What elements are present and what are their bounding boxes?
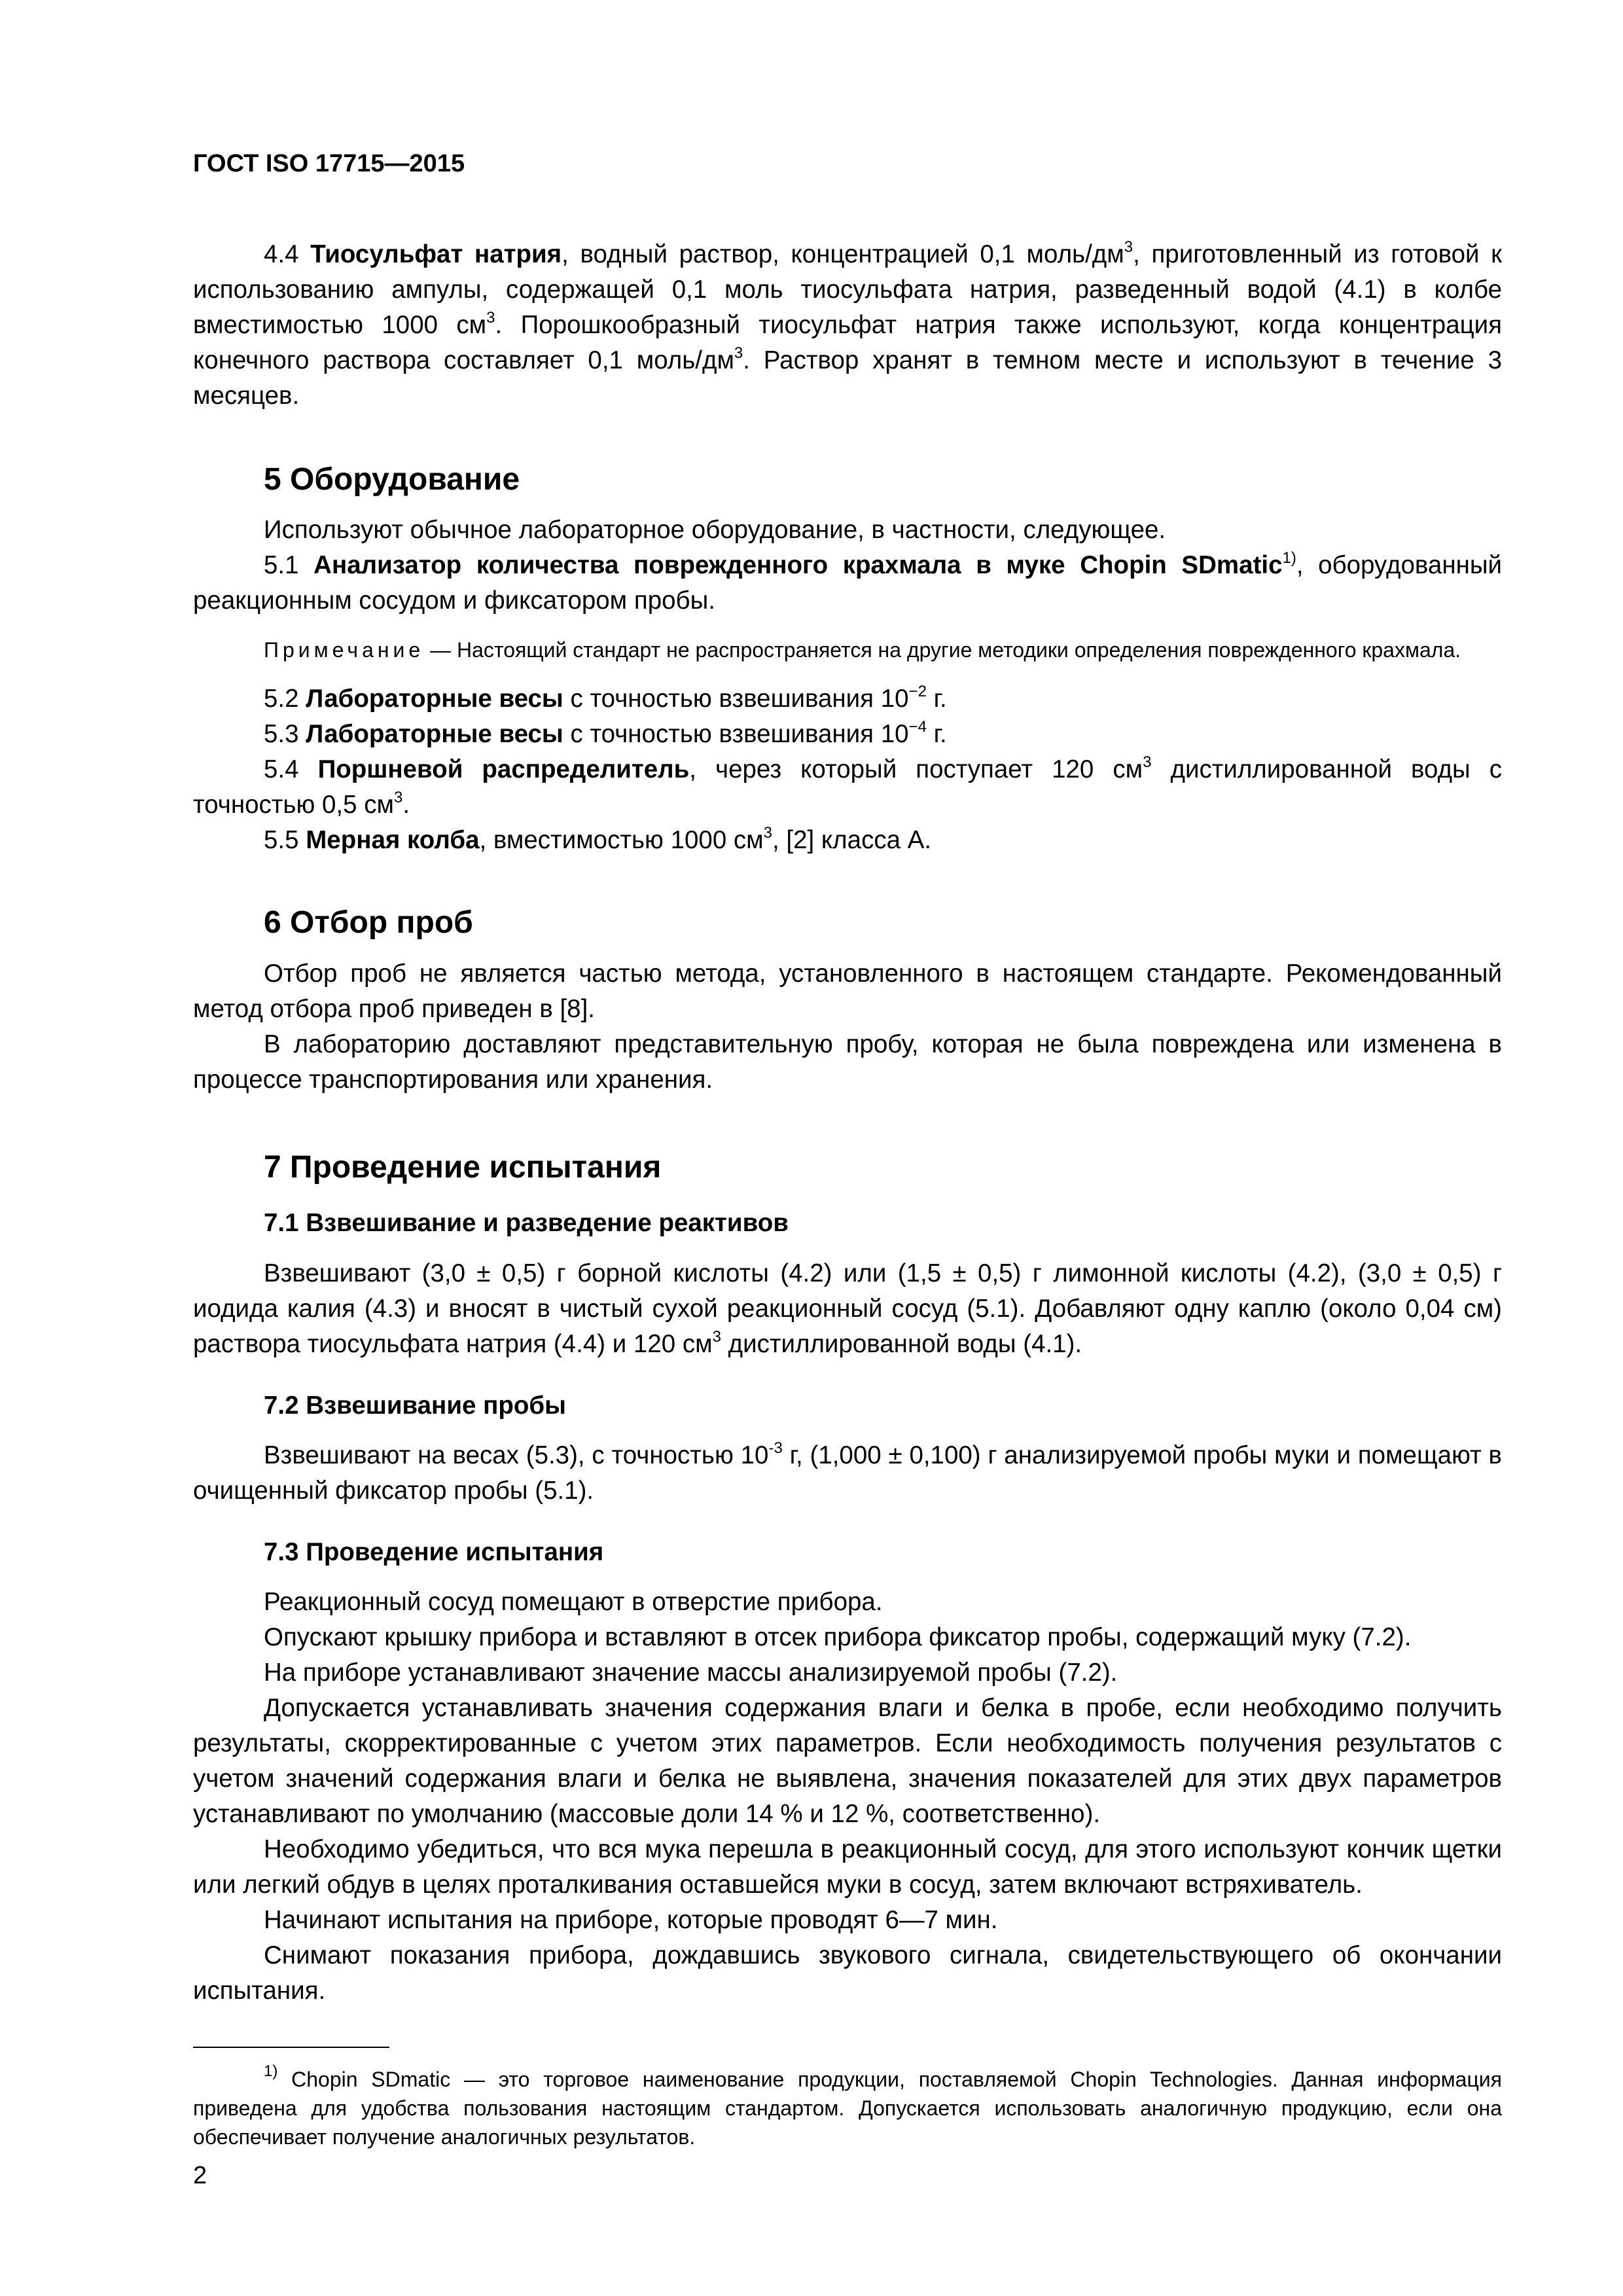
text: г. [926, 720, 947, 749]
text: , водный раствор, концентрацией 0,1 моль/дм [562, 240, 1124, 268]
section-6-paragraph-1: Отбор проб не является частью метода, установленного в настоящем стандарте. Рекомендованный метод отбора проб приведен в [8]. [193, 959, 1502, 1023]
paragraph-7-3-5: Необходимо убедиться, что вся мука перешла в реакционный сосуд, для этого используют кончик щетки или легкий обдув в целях проталкивания оставшейся муки в сосуд, затем включают встряхиватель. [193, 1835, 1502, 1899]
paragraph-7-2 [193, 1438, 1502, 1509]
paragraph-7-3-1: Реакционный сосуд помещают в отверстие прибора. [264, 1587, 883, 1616]
clause-number: 5.2 [264, 685, 306, 713]
paragraph-7-3-7: Снимают показания прибора, дождавшись звукового сигнала, свидетельствующего об окончании испытания. [193, 1941, 1502, 2005]
superscript: −4 [908, 718, 927, 736]
text: . Раствор хранят в темном месте и используют в течение 3 месяцев. [193, 346, 1502, 410]
section-7-heading: 7 Проведение испытания [264, 1149, 662, 1185]
footnote-ref: 1) [1282, 549, 1296, 567]
term: Анализатор количества поврежденного крахмала в муке Chopin SDmatic [313, 551, 1283, 580]
paragraph-7-3-3: На приборе устанавливают значение массы анализируемой пробы (7.2). [264, 1658, 1118, 1687]
paragraph-7-3-2: Опускают крышку прибора и вставляют в отсек прибора фиксатор пробы, содержащий муку (7.2). [264, 1623, 1412, 1651]
superscript: 3 [734, 344, 743, 362]
term: Лабораторные весы [306, 720, 563, 749]
text: , [2] класса А. [772, 826, 932, 855]
note-text: — Настоящий стандарт не распространяется на другие методики определения поврежденного крахмала. [424, 638, 1461, 662]
footnote-separator [193, 2047, 389, 2048]
paragraph-7-3-6: Начинают испытания на приборе, которые проводят 6—7 мин. [264, 1905, 998, 1934]
term: Лабораторные весы [306, 685, 563, 713]
text: г. [926, 685, 947, 713]
subsection-7-1-heading: 7.1 Взвешивание и разведение реактивов [264, 1209, 789, 1238]
text: , вместимостью 1000 см [479, 826, 764, 855]
page-number: 2 [193, 2161, 207, 2189]
note-label: Примечание [264, 638, 425, 662]
clause-number: 5.3 [264, 720, 306, 749]
superscript: 3 [1124, 238, 1133, 256]
paragraph-7-3-4: Допускается устанавливать значения содержания влаги и белка в пробе, если необходимо получить результаты, скорректированные с учетом этих параметров. Если необходимость получения результатов с учетом значений содержания влаги и белка не выявлена, значения показателей для этих двух параметров устанавливают по умолчанию (массовые доли 14 % и 12 %, соответственно). [193, 1693, 1502, 1828]
superscript: -3 [768, 1439, 783, 1457]
section-6-heading: 6 Отбор проб [264, 905, 473, 941]
text: , через который поступает 120 см [689, 755, 1143, 784]
superscript: 3 [712, 1327, 721, 1346]
section-5-intro: Используют обычное лабораторное оборудование, в частности, следующее. [264, 516, 1166, 545]
text: . Порошкообразный тиосульфат натрия также используют, когда концентрация конечного раствора составляет 0,1 моль/дм [193, 310, 1503, 374]
text: дистиллированной воды (4.1). [721, 1329, 1082, 1358]
paragraph-4-4 [193, 237, 1502, 414]
paragraph-7-1 [193, 1256, 1502, 1362]
superscript: 3 [763, 824, 773, 842]
note [193, 636, 1502, 664]
clause-number: 5.4 [264, 755, 318, 784]
footnote-text: Chopin SDmatic — это торговое наименование продукции, поставляемой Chopin Technologies. Данная информация приведена для удобства пользования настоящим стандартом. Допускается использовать аналогичную продукцию, если она обеспечивает получение аналогичных результатов. [193, 2067, 1502, 2149]
paragraph-5-4 [193, 752, 1502, 823]
clause-number: 5.1 [264, 551, 314, 580]
text: . [402, 791, 410, 819]
text: Взвешивают на весах (5.3), с точностью 10 [264, 1441, 769, 1469]
document-page [193, 149, 1502, 2190]
superscript: 3 [486, 308, 495, 327]
text: Взвешивают (3,0 ± 0,5) г борной кислоты (4.2) или (1,5 ± 0,5) г лимонной кислоты (4.2), (3,0 ± 0,5) г иодида калия (4.3) и вносят в чистый сухой реакционный сосуд (5.1). Добавляют одну каплю (около 0,04 см) раствора тиосульфата натрия (4.4) и 120 см [193, 1259, 1502, 1358]
paragraph-5-5 [193, 823, 1502, 858]
term: Поршневой распределитель [317, 755, 690, 784]
superscript: −2 [908, 683, 927, 701]
superscript: 3 [393, 789, 403, 807]
text: дистиллированной воды с точностью 0,5 см [193, 755, 1503, 819]
section-5-heading: 5 Оборудование [264, 461, 520, 497]
text: с точностью взвешивания 10 [563, 685, 909, 713]
text: г, (1,000 ± 0,100) г анализируемой пробы муки и помещают в очищенный фиксатор пробы (5.1). [193, 1441, 1502, 1505]
section-6-paragraph-2: В лабораторию доставляют представительную пробу, которая не была повреждена или изменена в процессе транспортирования или хранения. [193, 1030, 1502, 1094]
clause-number: 4.4 [264, 240, 311, 268]
text: , оборудованный реакционным сосудом и фиксатором пробы. [193, 551, 1503, 615]
paragraph-5-2 [193, 681, 1502, 717]
subsection-7-3-heading: 7.3 Проведение испытания [264, 1537, 604, 1566]
text: , приготовленный из готовой к использованию ампулы, содержащей 0,1 моль тиосульфата натрия, разведенный водой (4.1) в колбе вместимостью 1000 см [193, 240, 1503, 339]
subsection-7-2-heading: 7.2 Взвешивание пробы [264, 1391, 567, 1420]
paragraph-5-1 [193, 548, 1502, 619]
footnote [193, 2062, 1502, 2151]
term: Мерная колба [306, 826, 480, 855]
paragraph-5-3 [193, 717, 1502, 752]
clause-number: 5.5 [264, 826, 306, 855]
footnote-mark: 1) [264, 2062, 278, 2080]
term: Тиосульфат натрия [310, 240, 562, 268]
text: с точностью взвешивания 10 [563, 720, 909, 749]
superscript: 3 [1143, 753, 1152, 772]
document-header: ГОСТ ISO 17715—2015 [193, 150, 465, 177]
